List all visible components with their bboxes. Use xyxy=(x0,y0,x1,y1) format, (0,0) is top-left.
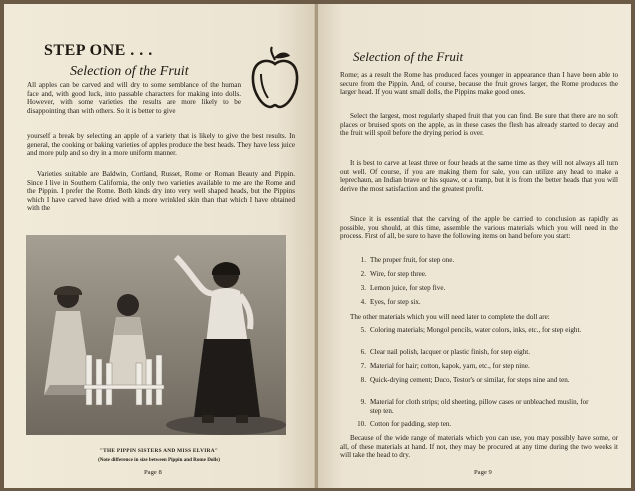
list-item-number: 8. xyxy=(360,376,366,384)
right-paragraph-1: Rome; as a result the Rome has produced faces younger in appearance than I have been able to secure from the Pippin. And, of course, because the fruit grows larger, the Rome produces the larger head. If you want small dolls, the Pippins make good ones. xyxy=(340,71,618,97)
left-paragraph-2: Varieties suitable are Baldwin, Cortland, Russet, Rome or Roman Beauty and Pippin. Since I live in Southern California, the only two varieties available to me are the Rome and the Pippin. I prefer the Rome. Both kinds dry into very well shaped heads, but the Pippins which I have carved have dried with a more wrinkled skin than that which I have obtained with the xyxy=(27,170,295,213)
right-paragraph-3: It is best to carve at least three or four heads at the same time as they will not always all turn out well. Of course, if you are making them for sale, you can utilize any head to make a leprechaun, an Indian brave or his squaw, or a tramp, but it is from the better heads that you will derive the most satisfaction and the greatest profit. xyxy=(340,159,618,193)
left-page xyxy=(4,4,315,488)
step-title: STEP ONE . . . xyxy=(44,42,153,59)
right-paragraph-6: Because of the wide range of materials which you can use, you may possibly have some, or all, of these materials at hand. If not, they may be procured at any time during the two weeks it will take the head to dry. xyxy=(340,434,618,460)
right-page xyxy=(318,4,631,488)
page-number-left: Page 8 xyxy=(144,469,162,476)
section-title-left: Selection of the Fruit xyxy=(70,64,189,79)
left-paragraph-1: All apples can be carved and will dry to some semblance of the human face and, with good luck, into passable characters for making into dolls. However, with some varieties the results are more likely to be disappointing than with others. So it is better to give xyxy=(27,81,241,115)
list-item-number: 5. xyxy=(360,326,366,334)
list-item-text: Eyes, for step six. xyxy=(370,298,421,306)
left-paragraph-1-cont: yourself a break by selecting an apple of a variety that is likely to give the best results. In general, the cooking or baking varieties of apples produce the best heads. They have less juice and more pulp and so dry in a more uniform manner. xyxy=(27,132,295,158)
list-item-number: 7. xyxy=(360,362,366,370)
list-item-text: Material for hair; cotton, kapok, yarn, etc., for step nine. xyxy=(370,362,530,370)
doll-photograph xyxy=(26,235,286,435)
list-item-number: 9. xyxy=(360,398,366,406)
list-item-text: Cotton for padding, step ten. xyxy=(370,420,452,428)
list-item-text: Material for cloth strips; old sheeting, pillow cases or unbleached muslin, for step ten. xyxy=(370,398,589,415)
list-item-text: Coloring materials; Mongol pencils, water colors, inks, etc., for step eight. xyxy=(370,326,582,334)
list-item-number: 4. xyxy=(360,298,366,306)
list-item-number: 10. xyxy=(357,420,366,428)
list-item-text: The proper fruit, for step one. xyxy=(370,256,455,264)
list-item-number: 3. xyxy=(360,284,366,292)
photo-caption: "THE PIPPIN SISTERS AND MISS ELVIRA" xyxy=(99,448,219,454)
list-item-text: Lemon juice, for step five. xyxy=(370,284,446,292)
right-paragraph-2: Select the largest, most regularly shaped fruit that you can find. Be sure that there are no soft places or bruised spots on the apple, as in these cases the flesh has already started to decay and the fruit will spoil before the drying period is over. xyxy=(340,112,618,138)
page-number-right: Page 9 xyxy=(474,469,492,476)
list-item-number: 6. xyxy=(360,348,366,356)
photo-caption-note: (Note difference in size between Pippin and Rome Dolls) xyxy=(98,457,220,463)
list-item-text: Quick-drying cement; Duco, Testor's or similar, for steps nine and ten. xyxy=(370,376,570,384)
section-title-right: Selection of the Fruit xyxy=(353,49,464,64)
right-paragraph-5: The other materials which you will need later to complete the doll are: xyxy=(350,313,550,321)
right-paragraph-4: Since it is essential that the carving of the apple be carried to conclusion as rapidly as possible, you should, at this time, assemble the various materials which you will need in the process. First of all, be sure to have the following items on hand before you start: xyxy=(340,215,618,241)
list-item-number: 1. xyxy=(360,256,366,264)
list-item-text: Clear nail polish, lacquer or plastic finish, for step eight. xyxy=(370,348,530,356)
apple-icon xyxy=(250,46,300,110)
list-item-text: Wire, for step three. xyxy=(370,270,427,278)
list-item-number: 2. xyxy=(360,270,366,278)
